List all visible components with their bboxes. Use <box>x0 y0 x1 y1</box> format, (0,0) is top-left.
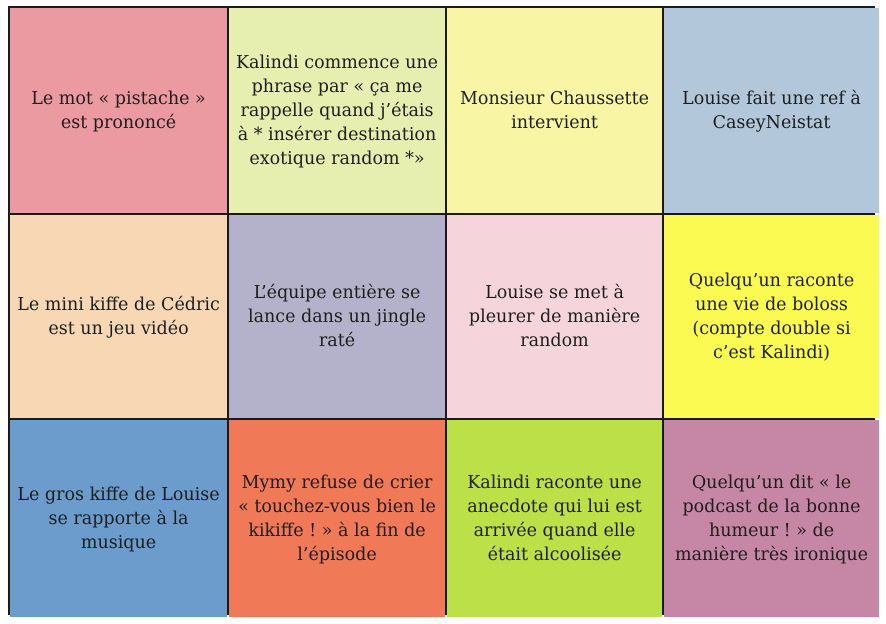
bingo-cell <box>10 8 227 213</box>
bingo-cell <box>229 8 445 213</box>
bingo-cell <box>447 8 662 213</box>
cell-text: Kalindi commence une phrase par « ça me rappelle quand j’étais à * insérer destination exotique random *» <box>235 52 439 169</box>
bingo-cell <box>664 420 879 617</box>
cell-text: Quelqu’un dit « le podcast de la bonne humeur ! » de manière très ironique <box>674 472 869 565</box>
cell-text: Le mot « pistache » est prononcé <box>31 88 206 133</box>
cell-text: Mymy refuse de crier « touchez-vous bien le kikiffe ! » à la fin de l’épisode <box>238 472 436 565</box>
cell-text: Louise fait une ref à CaseyNeistat <box>682 88 861 133</box>
cell-text: Monsieur Chaussette intervient <box>460 88 649 133</box>
bingo-cell <box>229 420 445 617</box>
bingo-cell <box>229 215 445 418</box>
bingo-grid <box>8 6 875 615</box>
bingo-cell <box>447 215 662 418</box>
cell-text: Louise se met à pleurer de manière random <box>468 282 641 351</box>
bingo-cell <box>447 420 662 617</box>
cell-text: L’équipe entière se lance dans un jingle raté <box>247 282 427 351</box>
bingo-cell <box>664 8 879 213</box>
cell-text: Le mini kiffe de Cédric est un jeu vidéo <box>17 294 220 339</box>
cell-text: Kalindi raconte une anecdote qui lui est arrivée quand elle était alcoolisée <box>467 472 642 565</box>
bingo-cell <box>10 420 227 617</box>
cell-text: Quelqu’un raconte une vie de boloss (compte double si c’est Kalindi) <box>688 270 855 363</box>
bingo-cell <box>10 215 227 418</box>
bingo-cell <box>664 215 879 418</box>
cell-text: Le gros kiffe de Louise se rapporte à la musique <box>17 484 220 553</box>
